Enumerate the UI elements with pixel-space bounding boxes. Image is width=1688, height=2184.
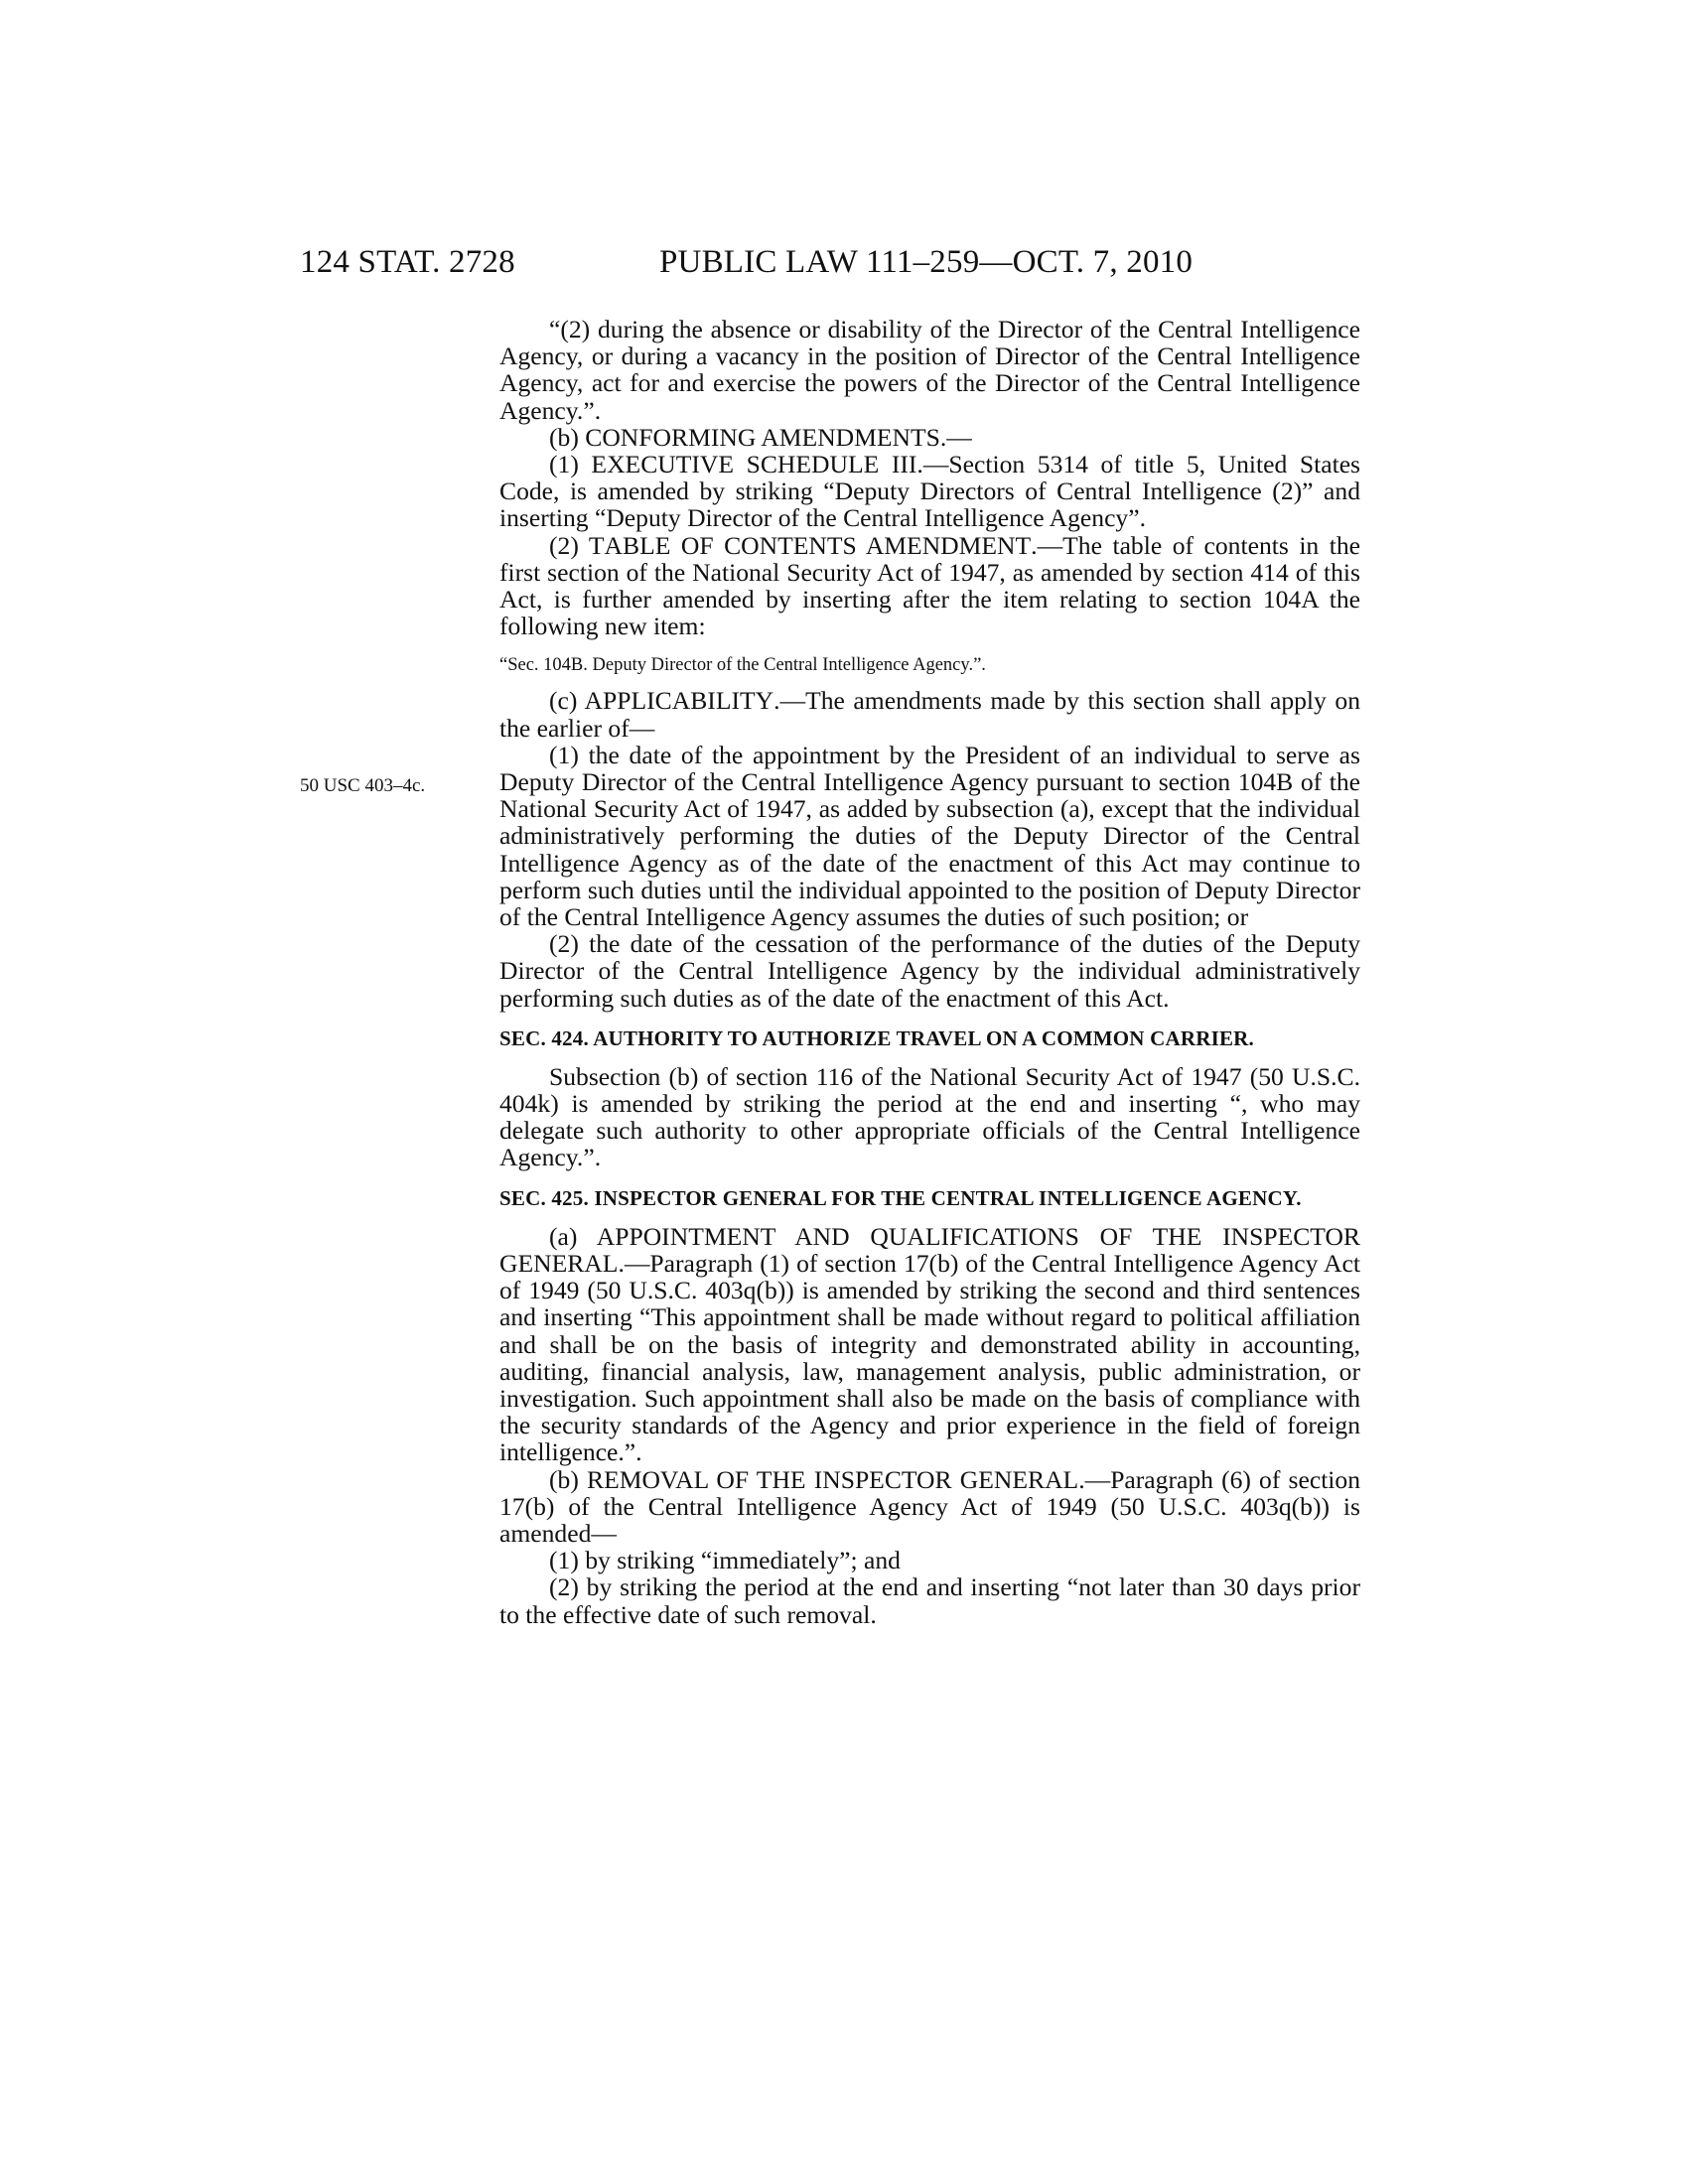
small-caps-run: ENERAL <box>517 1248 619 1278</box>
page-stat-citation: 124 STAT. 2728 <box>300 244 515 280</box>
paragraph-conforming-amendments <box>499 424 1360 451</box>
paragraph-applicability <box>499 687 1360 741</box>
paragraph-removal-inspector-general <box>499 1466 1360 1548</box>
section-heading-425: SEC. 425. INSPECTOR GENERAL FOR THE CENTRAL INTELLIGENCE AGENCY. <box>499 1185 1302 1210</box>
paragraph-appointment-date: (1) the date of the appointment by the President of an individual to serve as Deputy Director of the Central Intelligence Agency pursuant to section 104B of the National Security Act of 1947, as added by subsection (a), except that the individual administratively performing the duties of the Deputy Director of the Central Intelligence Agency as of the date of the enactment of this Act may continue to perform such duties until the individual appointed to the position of Deputy Director of the Central Intelligence Agency assumes the duties of such position; or <box>499 740 1360 932</box>
paragraph-label: I <box>1201 1221 1231 1251</box>
paragraph-text: .—Paragraph (6) of section 17(b) of the Central Intelligence Agency Act of 1949 (50 U.S.C. 403q(b)) is amended— <box>499 1464 1361 1548</box>
small-caps-run: XECUTIVE SCHEDULE III <box>607 450 917 479</box>
paragraph-appointment-qualifications <box>499 1223 1360 1466</box>
paragraph-executive-schedule <box>499 451 1360 532</box>
small-caps-run: PPOINTMENT AND <box>615 1221 850 1251</box>
paragraph-label: (2) T <box>549 530 605 560</box>
paragraph-strike-period: (2) by striking the period at the end and inserting “not later than 30 days prior to the effective date of such removal. <box>499 1572 1360 1629</box>
small-caps-run: EMOVAL OF THE <box>604 1464 806 1494</box>
document-body <box>499 316 1360 1628</box>
paragraph-label: Q <box>849 1221 889 1251</box>
paragraph-travel-authority: Subsection (b) of section 116 of the National Security Act of 1947 (50 U.S.C. 404k) is amended by striking the period at the end and inserting “, who may delegate such authority to other appropriate officials of the Central Intelligence Agency.”. <box>499 1061 1360 1172</box>
margin-citation-note: 50 USC 403–4c. <box>300 775 426 796</box>
paragraph-director-absence: “(2) during the absence or disability of the Director of the Central Intelligence Agency, or during a vacancy in the position of Director of the Central Intelligence Agency, act for and exercise the powers of the Director of the Central Intelligence Agency.”. <box>499 315 1360 425</box>
paragraph-label: (b) R <box>549 1464 605 1494</box>
paragraph-label: (a) A <box>549 1221 616 1251</box>
paragraph-cessation-date: (2) the date of the cessation of the performance of the duties of the Deputy Director of the Central Intelligence Agency by the individual administratively performing such duties as of the date of the enactment of this Act. <box>499 929 1360 1013</box>
small-caps-run: NSPECTOR <box>1230 1221 1361 1251</box>
small-caps-run: ENERAL <box>978 1464 1079 1494</box>
paragraph-strike-immediately: (1) by striking “immediately”; and <box>549 1546 901 1575</box>
toc-new-item: “Sec. 104B. Deputy Director of the Central Intelligence Agency.”. <box>499 655 986 676</box>
paragraph-label: A <box>756 422 779 452</box>
paragraph-label: G <box>499 1248 518 1278</box>
paragraph-label: (b) C <box>549 422 603 452</box>
page-running-title: PUBLIC LAW 111–259—OCT. 7, 2010 <box>659 244 1194 280</box>
paragraph-text: .—The table of contents in the first section of the National Security Act of 1947, as amended by section 414 of this Act, is further amended by inserting after the item relating to section 104A the following new item: <box>499 530 1360 641</box>
paragraph-label: (1) E <box>549 450 608 479</box>
paragraph-label: G <box>951 1464 979 1494</box>
small-caps-run: NSPECTOR <box>822 1464 952 1494</box>
small-caps-run: UALIFICATIONS OF THE <box>888 1221 1202 1251</box>
section-heading-424: SEC. 424. AUTHORITY TO AUTHORIZE TRAVEL ON A COMMON CARRIER. <box>499 1025 1254 1050</box>
small-caps-run: ABLE OF CONTENTS AMENDMENT <box>604 530 1032 560</box>
paragraph-table-of-contents <box>499 532 1360 640</box>
paragraph-text: .— <box>939 422 972 452</box>
small-caps-run: PPLICABILITY <box>603 686 774 716</box>
paragraph-text: .—The amendments made by this section shall apply on the earlier of— <box>499 686 1360 743</box>
small-caps-run: MENDMENTS <box>778 422 940 452</box>
paragraph-text: .—Paragraph (1) of section 17(b) of the Central Intelligence Agency Act of 1949 (50 U.S.C. 403q(b)) is amended by striking the second and third sentences and inserting “This appointment shall be made without regard to political affiliation and shall be on the basis of integrity and demonstrated ability in accounting, auditing, financial analysis, law, management analysis, public administration, or investigation. Such appointment shall also be made on the basis of compliance with the security standards of the Agency and prior experience in the field of foreign intelligence.”. <box>499 1248 1360 1467</box>
paragraph-label: I <box>805 1464 823 1494</box>
small-caps-run: ONFORMING <box>602 422 757 452</box>
paragraph-label: (c) A <box>549 686 604 716</box>
paragraph-text: .—Section 5314 of title 5, United States Code, is amended by striking “Deputy Directors of Central Intelligence (2)” and inserting “Deputy Director of the Central Intelligence Agency”. <box>499 450 1361 533</box>
